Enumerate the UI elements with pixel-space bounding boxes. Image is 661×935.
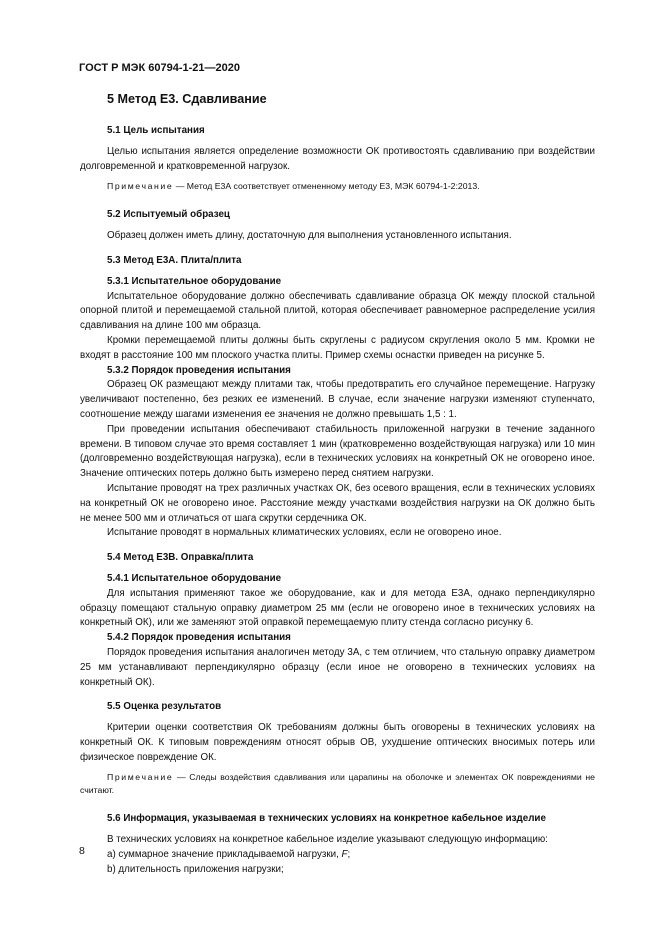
list-item-a-text: a) суммарное значение прикладываемой нагрузки, (107, 849, 342, 861)
force-variable: F (341, 849, 348, 861)
section-5-3-title: 5.3 Метод Е3А. Плита/плита (107, 254, 242, 266)
section-5-3-2-title: 5.3.2 Порядок проведения испытания (107, 364, 291, 376)
section-5-title: 5 Метод Е3. Сдавливание (107, 92, 267, 106)
list-item-a (80, 848, 595, 863)
section-5-1-paragraph: Целью испытания является определение возможности ОК противостоять сдавливанию при воздействии долговременной и кратковременной нагрузок. (80, 145, 595, 172)
section-5-2-paragraph: Образец должен иметь длину, достаточную для выполнения установленного испытания. (107, 230, 512, 242)
section-5-3-2-paragraph-2: При проведении испытания обеспечивают стабильность приложенной нагрузки в течение заданного времени. В типовом случае это время составляет 1 мин (кратковременно воздействующая нагрузка) или 10 мин (долговременно воздействующая нагрузка), если в технических условиях на конкретный ОК не оговорено иное. Значение оптических потерь должно быть измерено перед снятием нагрузки. (80, 423, 595, 480)
section-5-5-title: 5.5 Оценка результатов (107, 701, 222, 713)
section-5-3-2-paragraph-4: Испытание проводят в нормальных климатических условиях, если не оговорено иное. (107, 527, 502, 539)
section-5-4-1-title: 5.4.1 Испытательное оборудование (107, 572, 282, 584)
section-5-4-1-paragraph: Для испытания применяют такое же оборудование, как и для метода Е3А, однако перпендикулярно образцу помещают стальную оправку диаметром 25 мм (если не оговорено иное в технических условиях на конкретный ОК), или же заменяют этой оправкой перемещаемую плиту стенда согласно рисунку 6. (80, 587, 595, 629)
section-5-2-title: 5.2 Испытуемый образец (107, 209, 230, 221)
section-5-1-title: 5.1 Цель испытания (107, 125, 205, 136)
section-5-6-paragraph: В технических условиях на конкретное кабельное изделие указывают следующую информацию: (107, 834, 548, 846)
section-5-4-2-paragraph: Порядок проведения испытания аналогичен методу 3А, с тем отличием, что стальную оправку диаметром 25 мм устанавливают перпендикулярно образцу (если иное не оговорено в технических условиях на конкретный ОК). (80, 646, 595, 688)
note-text: — Следы воздействия сдавливания или царапины на оболочке и элементах ОК повреждениями не считают. (80, 772, 595, 796)
section-5-3-1-title: 5.3.1 Испытательное оборудование (107, 275, 282, 287)
section-5-5-note (80, 771, 595, 797)
section-5-3-2-paragraph-1: Образец ОК размещают между плитами так, чтобы предотвратить его случайное перемещение. Нагрузку увеличивают постепенно, без резких ее изменений. В случае, если значение нагрузки изменяют ступенчато, соотношение между шагами изменения ее значения не должно превышать 1,5 : 1. (80, 379, 595, 420)
note-label: Примечание (107, 181, 174, 192)
section-5-3-1-paragraph-2: Кромки перемещаемой плиты должны быть скруглены с радиусом скругления около 5 мм. Кромки не входят в расстояние 100 мм плоского участка плиты. Пример схемы оснастки приведен на рисунке 5. (80, 334, 595, 361)
document-body (80, 92, 595, 878)
document-code-header: ГОСТ Р МЭК 60794-1-21—2020 (79, 62, 240, 74)
section-5-5-paragraph: Критерии оценки соответствия ОК требованиям должны быть оговорены в технических условиях на конкретный ОК. К типовым повреждениям относят обрыв ОВ, ухудшение оптических вносимых потерь или физическое повреждение ОК. (80, 722, 595, 763)
section-5-6-title: 5.6 Информация, указываемая в технических условиях на конкретное кабельное изделие (107, 813, 546, 825)
section-5-3-2-paragraph-3: Испытание проводят на трех различных участках ОК, без осевого вращения, если в технических условиях на конкретный ОК не оговорено иное. Расстояние между участками воздействия нагрузки на ОК должно быть не менее 500 мм и отличаться от шага скрутки сердечника ОК. (80, 482, 595, 524)
section-5-4-2-title: 5.4.2 Порядок проведения испытания (107, 632, 291, 644)
section-5-4-title: 5.4 Метод Е3В. Оправка/плита (107, 552, 254, 564)
list-item-b: b) длительность приложения нагрузки; (107, 863, 284, 875)
section-5-1-note (80, 180, 595, 193)
note-label: Примечание (107, 772, 174, 783)
section-5-3-1-paragraph-1: Испытательное оборудование должно обеспечивать сдавливание образца ОК между плоской стальной опорной плитой и перемещаемой стальной плитой, которая обеспечивает равномерное распределение усилия сдавливания на длине 100 мм образца. (80, 290, 595, 332)
list-item-a-end: ; (347, 849, 351, 861)
page-number: 8 (79, 845, 85, 857)
note-text: — Метод Е3А соответствует отмененному методу Е3, МЭК 60794-1-2:2013. (173, 181, 480, 192)
